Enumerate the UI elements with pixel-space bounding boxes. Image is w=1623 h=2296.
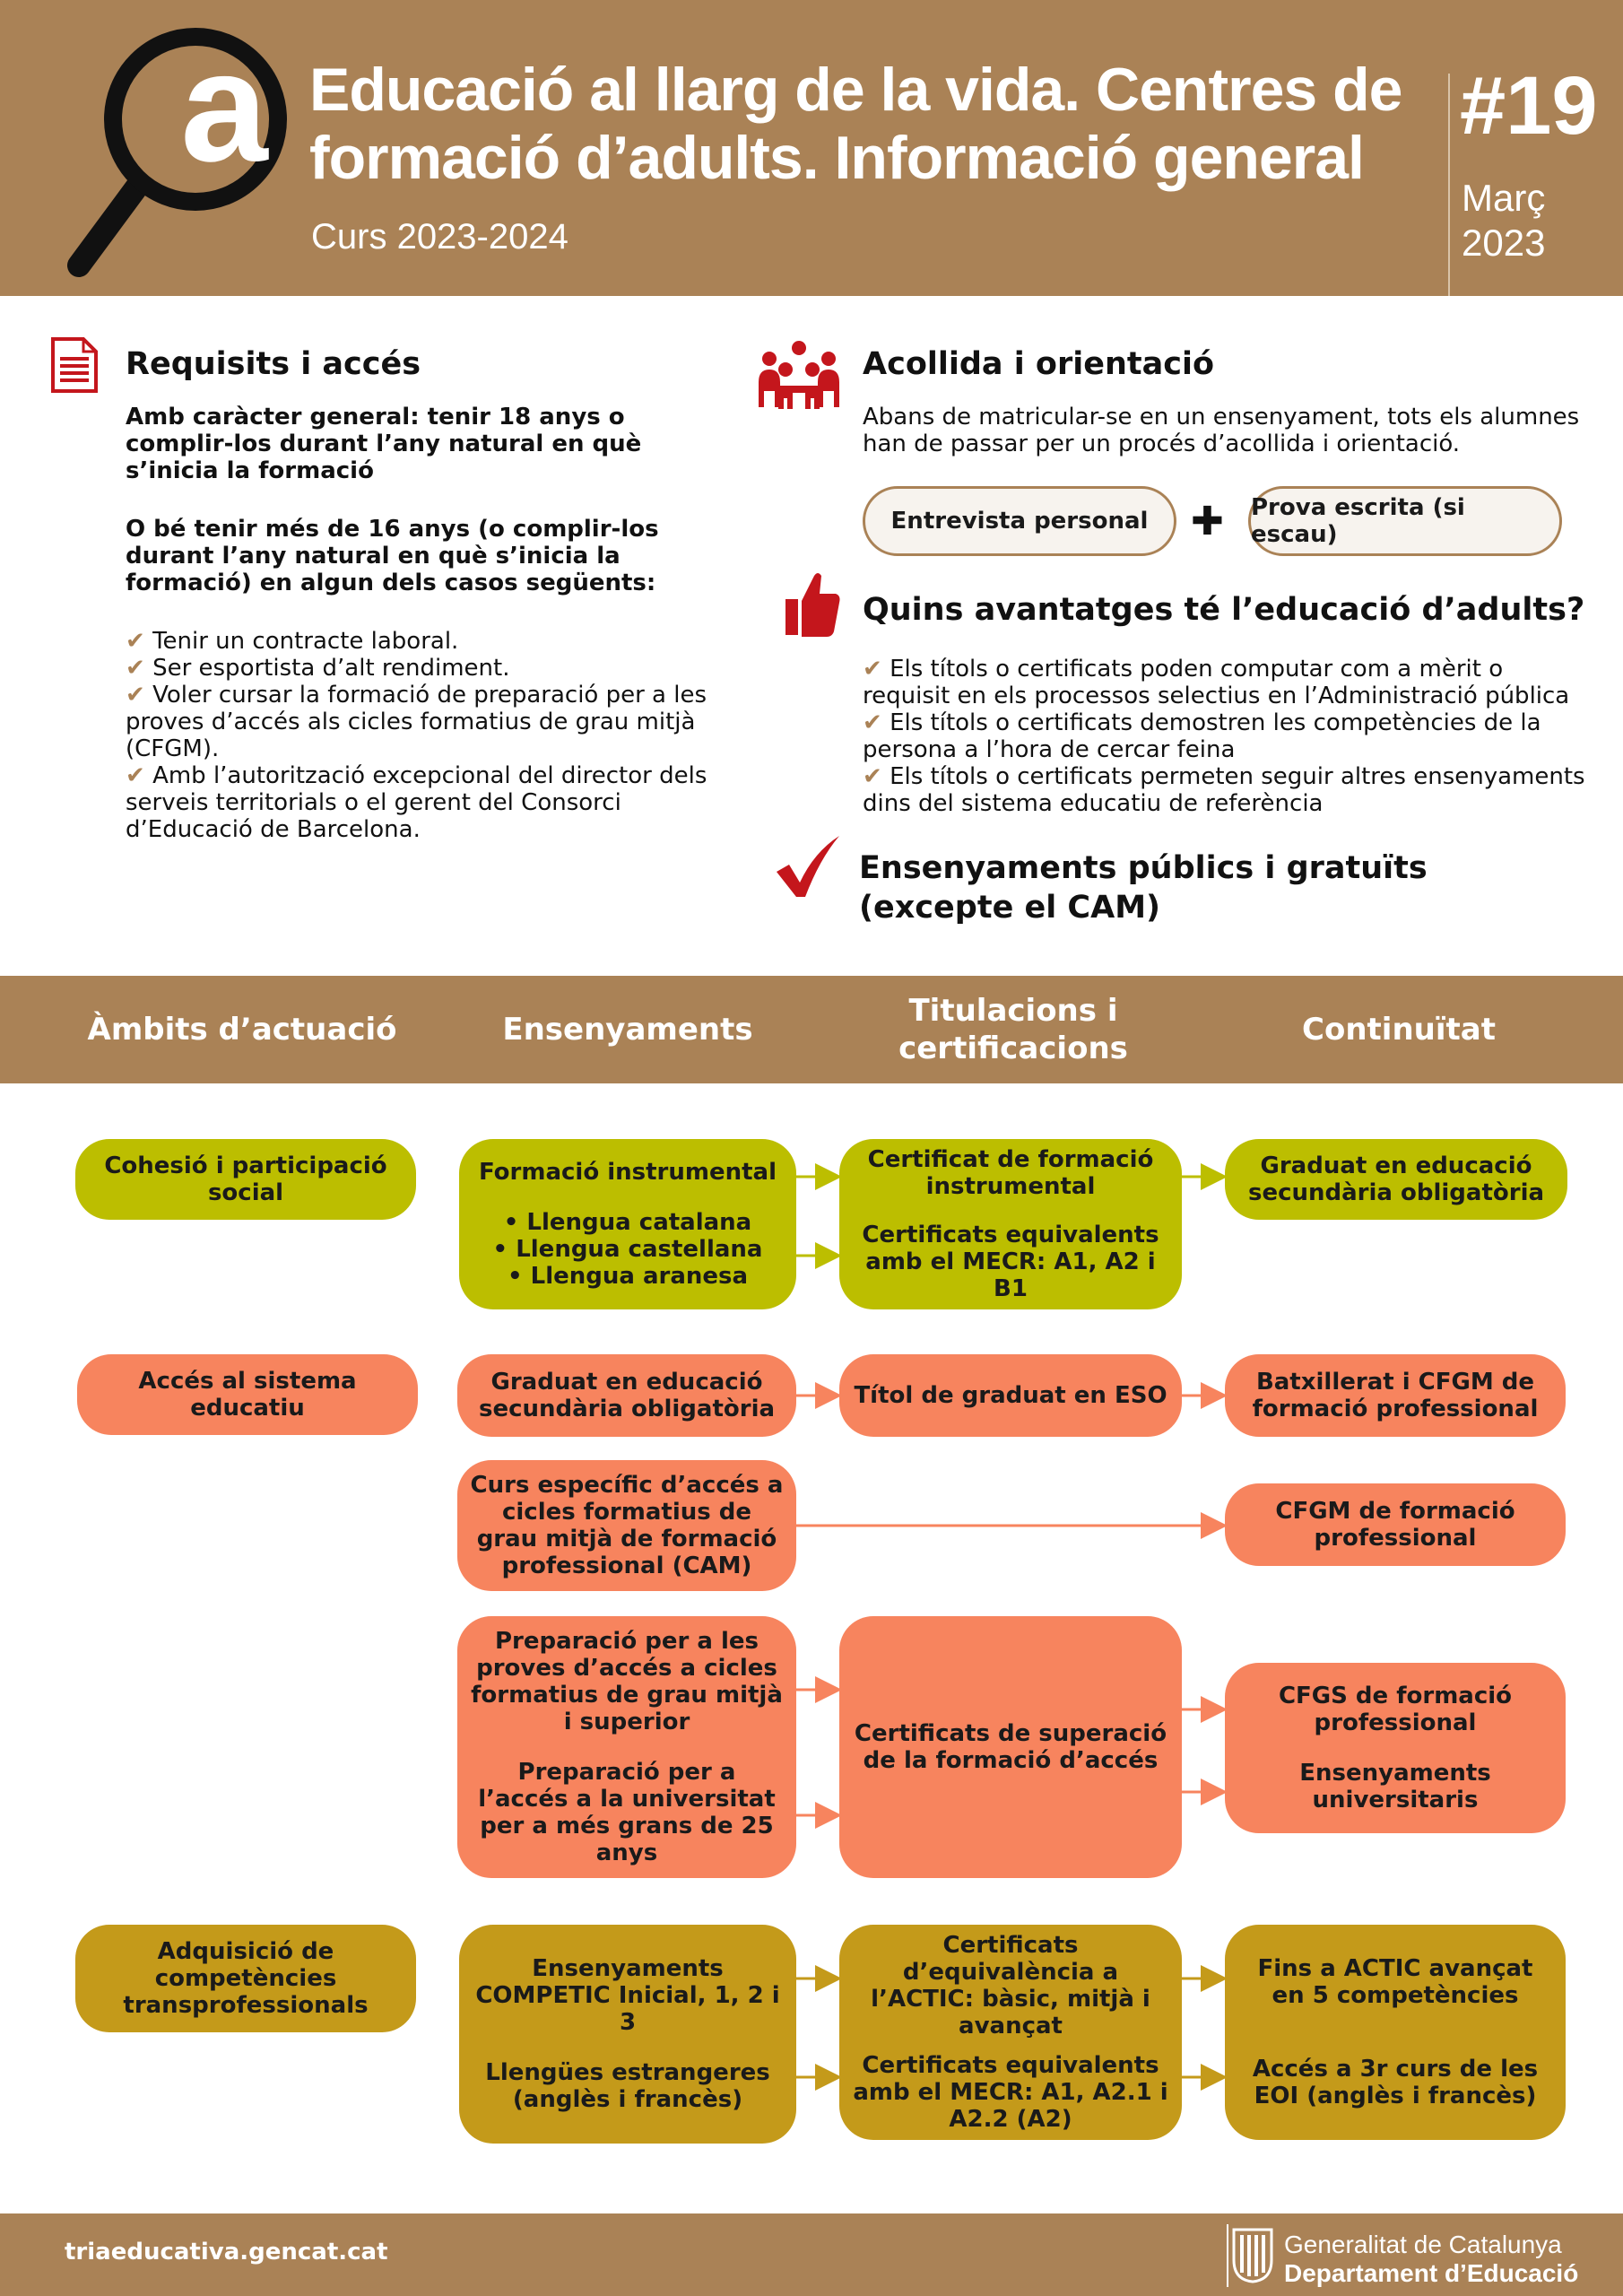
cert-actic-mecr: Certificats d’equivalència a l’ACTIC: bàsic, mitjà i avançat Certificats equivalents amb el MECR: A1, A2.1 i A2.2 (A2) [839, 1925, 1182, 2140]
group-meeting-icon [751, 339, 846, 411]
course-year: Curs 2023-2024 [311, 217, 568, 257]
list-item: ✔ Els títols o certificats demostren les competències de la persona a l’hora de cercar feina [863, 709, 1541, 763]
document-icon [49, 335, 100, 395]
check-icon: ✔ [863, 763, 882, 790]
check-icon: ✔ [126, 762, 145, 789]
list-item: ✔ Els títols o certificats poden computar com a mèrit o requisit en els processos selectius en l’Administració pública [863, 656, 1570, 709]
acollida-title: Acollida i orientació [863, 346, 1215, 382]
list-item: • Llengua catalana [503, 1209, 752, 1236]
cert-titol-eso: Títol de graduat en ESO [839, 1354, 1182, 1437]
issue-number: #19 [1460, 60, 1598, 152]
logo-letter: a [180, 20, 268, 195]
footer-gov-name: Generalitat de Catalunya [1284, 2231, 1562, 2258]
footer-department: Departament d’Educació [1284, 2259, 1579, 2287]
cont-cfgm: CFGM de formació professional [1225, 1483, 1566, 1566]
column-header-titulacions: Titulacions i certificacions [898, 993, 1128, 1066]
column-header-ambits: Àmbits d’actuació [87, 1012, 397, 1048]
cont-cfgs-universitat: CFGS de formació professional Ensenyaments universitaris [1225, 1663, 1566, 1833]
requisits-list [126, 628, 717, 843]
acollida-text: Abans de matricular-se en un ensenyament, tots els alumnes han de passar per un procés d’acollida i orientació. [863, 404, 1580, 457]
footer-divider [1227, 2224, 1228, 2287]
gratuits-line-2: (excepte el CAM) [859, 890, 1161, 926]
list-item: ✔ Voler cursar la formació de preparació per a les proves d’accés als cicles formatius de grau mitjà (CFGM). [126, 682, 707, 762]
list-item: • Llengua aranesa [507, 1263, 749, 1290]
gratuits-line-1: Ensenyaments públics i gratuïts [859, 850, 1428, 886]
issue-year: 2023 [1462, 222, 1546, 264]
thumbs-up-icon [784, 569, 843, 639]
checkmark-icon [773, 832, 845, 900]
requisits-title: Requisits i accés [126, 346, 421, 382]
generalitat-logo-icon [1230, 2228, 1275, 2283]
page-title: Educació al llarg de la vida. Centres de formació d’adults. Informació general [309, 56, 1402, 192]
check-icon: ✔ [863, 709, 882, 736]
issue-month: Març [1462, 177, 1546, 219]
requisits-exceptions: O bé tenir més de 16 anys (o complir-los durant l’any natural en què s’inicia la formació) en algun dels casos següents: [126, 516, 659, 596]
ens-title: Formació instrumental [478, 1159, 777, 1186]
ens-graduat-eso: Graduat en educació secundària obligatòria [457, 1354, 796, 1437]
written-test-pill: Prova escrita (si escau) [1248, 486, 1562, 556]
footer-link[interactable]: triaeducativa.gencat.cat [65, 2239, 388, 2266]
cont-batxillerat-cfgm: Batxillerat i CFGM de formació professional [1225, 1354, 1566, 1437]
check-icon: ✔ [126, 628, 145, 655]
column-header-continuitat: Continuïtat [1302, 1012, 1496, 1048]
ambit-competencies: Adquisició de competències transprofessionals [75, 1925, 416, 2032]
avantatges-title: Quins avantatges té l’educació d’adults? [863, 592, 1585, 628]
issue-date [1462, 176, 1596, 265]
check-icon: ✔ [863, 656, 882, 683]
ens-preparacio-proves: Preparació per a les proves d’accés a cicles formatius de grau mitjà i superior Preparació per a l’accés a la universitat per a més grans de 25 anys [457, 1616, 796, 1878]
list-item: ✔ Tenir un contracte laboral. [126, 628, 459, 655]
check-icon: ✔ [126, 655, 145, 682]
cert-formacio-instrumental: Certificat de formació instrumental Certificats equivalents amb el MECR: A1, A2 i B1 [839, 1139, 1182, 1309]
plus-icon: ✚ [1191, 499, 1224, 544]
list-item: ✔ Ser esportista d’alt rendiment. [126, 655, 510, 682]
cont-graduat-eso: Graduat en educació secundària obligatòria [1225, 1139, 1567, 1220]
header-divider [1448, 74, 1450, 296]
interview-pill: Entrevista personal [863, 486, 1176, 556]
ambit-cohesio: Cohesió i participació social [75, 1139, 416, 1220]
column-header-ensenyaments: Ensenyaments [502, 1012, 753, 1048]
cont-actic-eoi: Fins a ACTIC avançat en 5 competències Accés a 3r curs de les EOI (anglès i francès) [1225, 1925, 1566, 2140]
cert-superacio-acces: Certificats de superació de la formació d’accés [839, 1616, 1182, 1878]
ens-formacio-instrumental [459, 1139, 796, 1309]
gratuits-text [859, 848, 1428, 927]
list-item: ✔ Els títols o certificats permeten seguir altres ensenyaments dins del sistema educatiu de referència [863, 763, 1585, 817]
list-item: • Llengua castellana [492, 1236, 763, 1263]
check-icon: ✔ [126, 682, 145, 709]
ens-competic-llengues: Ensenyaments COMPETIC Inicial, 1, 2 i 3 Llengües estrangeres (anglès i francès) [459, 1925, 796, 2144]
ens-curs-cam: Curs específic d’accés a cicles formatius de grau mitjà de formació professional (CAM) [457, 1460, 796, 1591]
list-item: ✔ Amb l’autorització excepcional del director dels serveis territorials o el gerent del Consorci d’Educació de Barcelona. [126, 762, 707, 843]
requisits-general: Amb caràcter general: tenir 18 anys o complir-los durant l’any natural en què s’inicia la formació [126, 404, 642, 484]
ambit-acces: Accés al sistema educatiu [77, 1354, 418, 1435]
avantatges-list [863, 656, 1589, 817]
